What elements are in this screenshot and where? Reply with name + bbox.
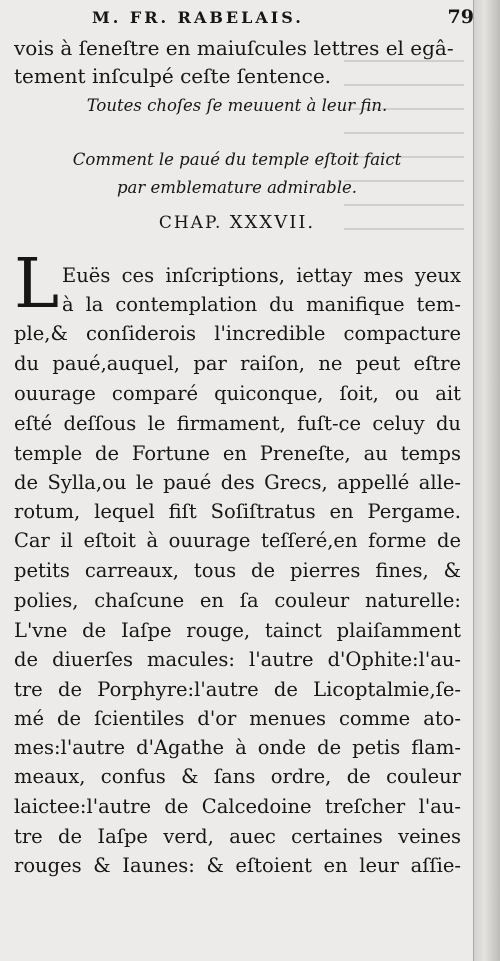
chapter-number bbox=[0, 208, 474, 238]
drop-cap: L bbox=[14, 245, 60, 324]
body-line: ouurage comparé quiconque, ſoit, ou ait bbox=[14, 382, 461, 405]
body-line: petits carreaux, tous de pierres fines, & bbox=[14, 559, 461, 582]
body-line: laictee:l'autre de Calcedoine treſcher l'au- bbox=[14, 795, 461, 818]
body-line: rouges & Iaunes: & eſtoient en leur aſſie- bbox=[14, 854, 461, 877]
body-line: tre de Iaſpe verd, auec certaines veines bbox=[14, 825, 461, 848]
body-line: polies, chaſcune en ſa couleur naturelle: bbox=[14, 589, 461, 612]
body-line: mé de ſcientiles d'or menues comme ato- bbox=[14, 707, 461, 730]
text-line: vois à ſeneſtre en maiuſcules lettres el egâ- bbox=[14, 36, 454, 60]
running-title: M. FR. RABELAIS. bbox=[92, 8, 304, 27]
body-line: à la contemplation du manifique tem- bbox=[62, 293, 461, 316]
running-head bbox=[70, 4, 474, 32]
body-line: tre de Porphyre:l'autre de Licoptalmie,ſe- bbox=[14, 678, 461, 701]
body-line: ple,& conſiderois l'incredible compacture bbox=[14, 322, 461, 345]
text-line: tement inſculpé ceſte ſentence. bbox=[14, 64, 332, 88]
chapter-title-line-2: par emblemature admirable. bbox=[116, 178, 358, 197]
body-line: temple de Fortune en Preneſte, au temps bbox=[14, 442, 461, 465]
body-line: rotum, lequel fiſt Soſiſtratus en Pergame. bbox=[14, 500, 461, 523]
body-line: eſté deſſous le firmament, fuſt-ce celuy du bbox=[14, 412, 461, 435]
chapter-roman-numeral: XXXVII. bbox=[229, 212, 316, 233]
page-gutter bbox=[473, 0, 500, 961]
body-line: mes:l'autre d'Agathe à onde de petis flam- bbox=[14, 736, 461, 759]
chapter-title-line-1: Comment le paué du temple eſtoit faict bbox=[72, 150, 402, 169]
body-line: du paué,auquel, par raiſon, ne peut eſtre bbox=[14, 352, 461, 375]
inscribed-sentence: Toutes choſes ſe meuuent à leur fin. bbox=[86, 96, 388, 115]
body-line: de Sylla,ou le paué des Grecs, appellé alle- bbox=[14, 471, 461, 494]
body-line: de diuerſes macules: l'autre d'Ophite:l'au- bbox=[14, 648, 461, 671]
chapter-label: CHAP. bbox=[158, 213, 223, 233]
body-line: Car il eſtoit à ouurage teſſeré,en forme de bbox=[14, 529, 461, 552]
page-number: 79 bbox=[447, 6, 474, 28]
body-line: Euës ces inſcriptions, iettay mes yeux bbox=[62, 264, 461, 287]
body-line: L'vne de Iaſpe rouge, tainct plaiſamment bbox=[14, 619, 461, 642]
body-line: meaux, confus & ſans ordre, de couleur bbox=[14, 765, 461, 788]
